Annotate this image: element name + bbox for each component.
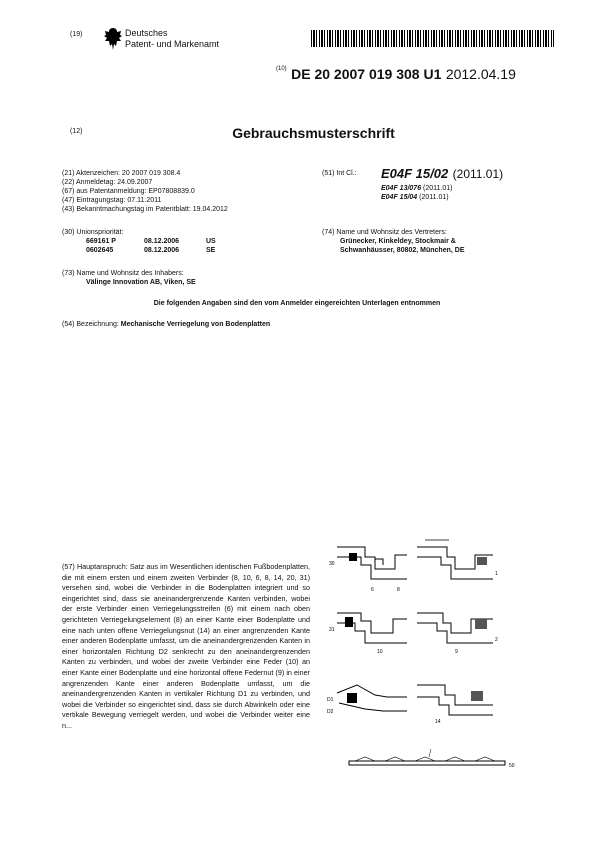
representative-line: Grünecker, Kinkeldey, Stockmair & [340, 238, 456, 245]
biblio-line: (47) Eintragungstag: 07.11.2011 [62, 197, 162, 204]
code-10: (10) [276, 66, 287, 72]
biblio-line: (67) aus Patentanmeldung: EP07808839.0 [62, 188, 195, 195]
figure-3a [337, 685, 407, 711]
title-label: (54) Bezeichnung: [62, 321, 119, 328]
fig-label: 2 [495, 637, 498, 643]
priority-number: 669161 P [86, 238, 116, 245]
representative-section [322, 228, 542, 255]
barcode [311, 30, 554, 47]
priority-row [62, 246, 307, 255]
main-class-year: (2011.01) [452, 167, 504, 181]
figure-2a [337, 613, 407, 643]
priority-country: US [206, 238, 216, 245]
priority-number: 0602645 [86, 247, 114, 254]
holder-label: (73) Name und Wohnsitz des Inhabers: [62, 270, 184, 277]
notice-line: Die folgenden Angaben sind den vom Anmelder eingereichten Unterlagen entnommen [153, 300, 441, 307]
priority-row [62, 237, 307, 246]
other-class-year: (2011.01) [419, 194, 449, 201]
fig-label: 50 [509, 763, 515, 769]
other-class: E04F 13/076 [381, 185, 422, 192]
priority-section [62, 228, 307, 255]
figure-4 [349, 749, 505, 765]
other-class: E04F 15/04 [381, 194, 418, 201]
fig-label: 6 [371, 587, 374, 593]
priority-label: (30) Unionspriorität: [62, 229, 124, 236]
figure-1a [337, 547, 407, 579]
doc-type: Gebrauchsmusterschrift [232, 125, 395, 141]
doc-number: DE 20 2007 019 308 U1 [291, 66, 442, 82]
priority-date: 08.12.2006 [144, 238, 180, 245]
figure-2b [417, 613, 493, 643]
biblio-line: (43) Bekanntmachungstag im Patentblatt: 19.04.2012 [62, 206, 228, 213]
priority-country: SE [206, 247, 216, 254]
office-line-1: Deutsches [125, 28, 168, 38]
other-classes [381, 184, 453, 202]
fig-label: D2 [327, 709, 334, 715]
representative-label: (74) Name und Wohnsitz des Vertreters: [322, 229, 447, 236]
fig-label: 31 [329, 627, 335, 633]
drawing-figures [325, 535, 540, 780]
holder-section [62, 269, 307, 287]
main-classification [381, 165, 503, 183]
fig-label: 8 [397, 587, 400, 593]
doc-date: 2012.04.19 [445, 66, 516, 82]
biblio-line: (21) Aktenzeichen: 20 2007 019 308.4 [62, 170, 181, 177]
biblio-line: (22) Anmeldetag: 24.09.2007 [62, 179, 153, 186]
code-12: (12) [70, 128, 83, 135]
representative-line: Schwanhäusser, 80802, München, DE [340, 247, 465, 254]
federal-eagle-logo [103, 26, 123, 52]
office-line-2: Patent- und Markenamt [125, 39, 220, 49]
priority-date: 08.12.2006 [144, 247, 180, 254]
int-cl-label: (51) Int Cl.: [322, 170, 357, 177]
fig-label: 9 [455, 649, 458, 655]
office-name [125, 28, 219, 50]
fig-label: 10 [377, 649, 383, 655]
figure-3b [417, 685, 493, 715]
fig-label: D1 [327, 697, 334, 703]
figure-1b [417, 540, 493, 579]
document-id [276, 66, 516, 84]
fig-label: 30 [329, 561, 335, 567]
fig-label: 1 [495, 571, 498, 577]
code-19: (19) [70, 31, 83, 38]
title-value: Mechanische Verriegelung von Bodenplatten [120, 321, 271, 328]
holder-value: Välinge Innovation AB, Viken, SE [86, 279, 196, 286]
fig-label: 14 [435, 719, 441, 725]
abstract-text: (57) Hauptanspruch: Satz aus im Wesentlichen identischen Fußbodenplatten, die mit einem ersten und einem zweiten Verbinder (8, 10, 6, 8, 14, 20, 31) versehen sind, wobei die Verbinder in die Bodenplatten integriert und so eingerichtet sind, dass sie aneinandergrenzende Kanten verbinden, wobei der erste Verbinder einen Verriegelungsstreifen (6) mit einem nach oben gerichteten Verriegelungselement (8) an einer Kante einer Bodenplatte und eine nach unten offene Verriegelungsnut (14) an einer angrenzenden Kante einer anderen Bodenplatte umfasst, um die aneinandergrenzenden Kanten in einer horizontalen Richtung D2 senkrecht zu den aneinandergrenzenden Kanten zu verbinden, und wobei der zweite Verbinder eine Feder (10) an einer Kante einer Bodenplatte und eine horizontal offene Federnut (9) in einer angrenzenden Kante einer anderen Bodenplatte umfasst, um die aneinandergrenzenden Kanten in vertikaler Richtung D1 zu verbinden, und wobei die Verbinder so eingerichtet sind, dass sie durch Abwinkeln oder eine vertikale Bewegung verriegelt werden, und wobei die Verbinder weiter eine n... [62, 562, 310, 730]
biblio-left [62, 169, 307, 214]
title-section [62, 320, 270, 329]
other-class-year: (2011.01) [423, 185, 453, 192]
main-class: E04F 15/02 [381, 166, 449, 181]
